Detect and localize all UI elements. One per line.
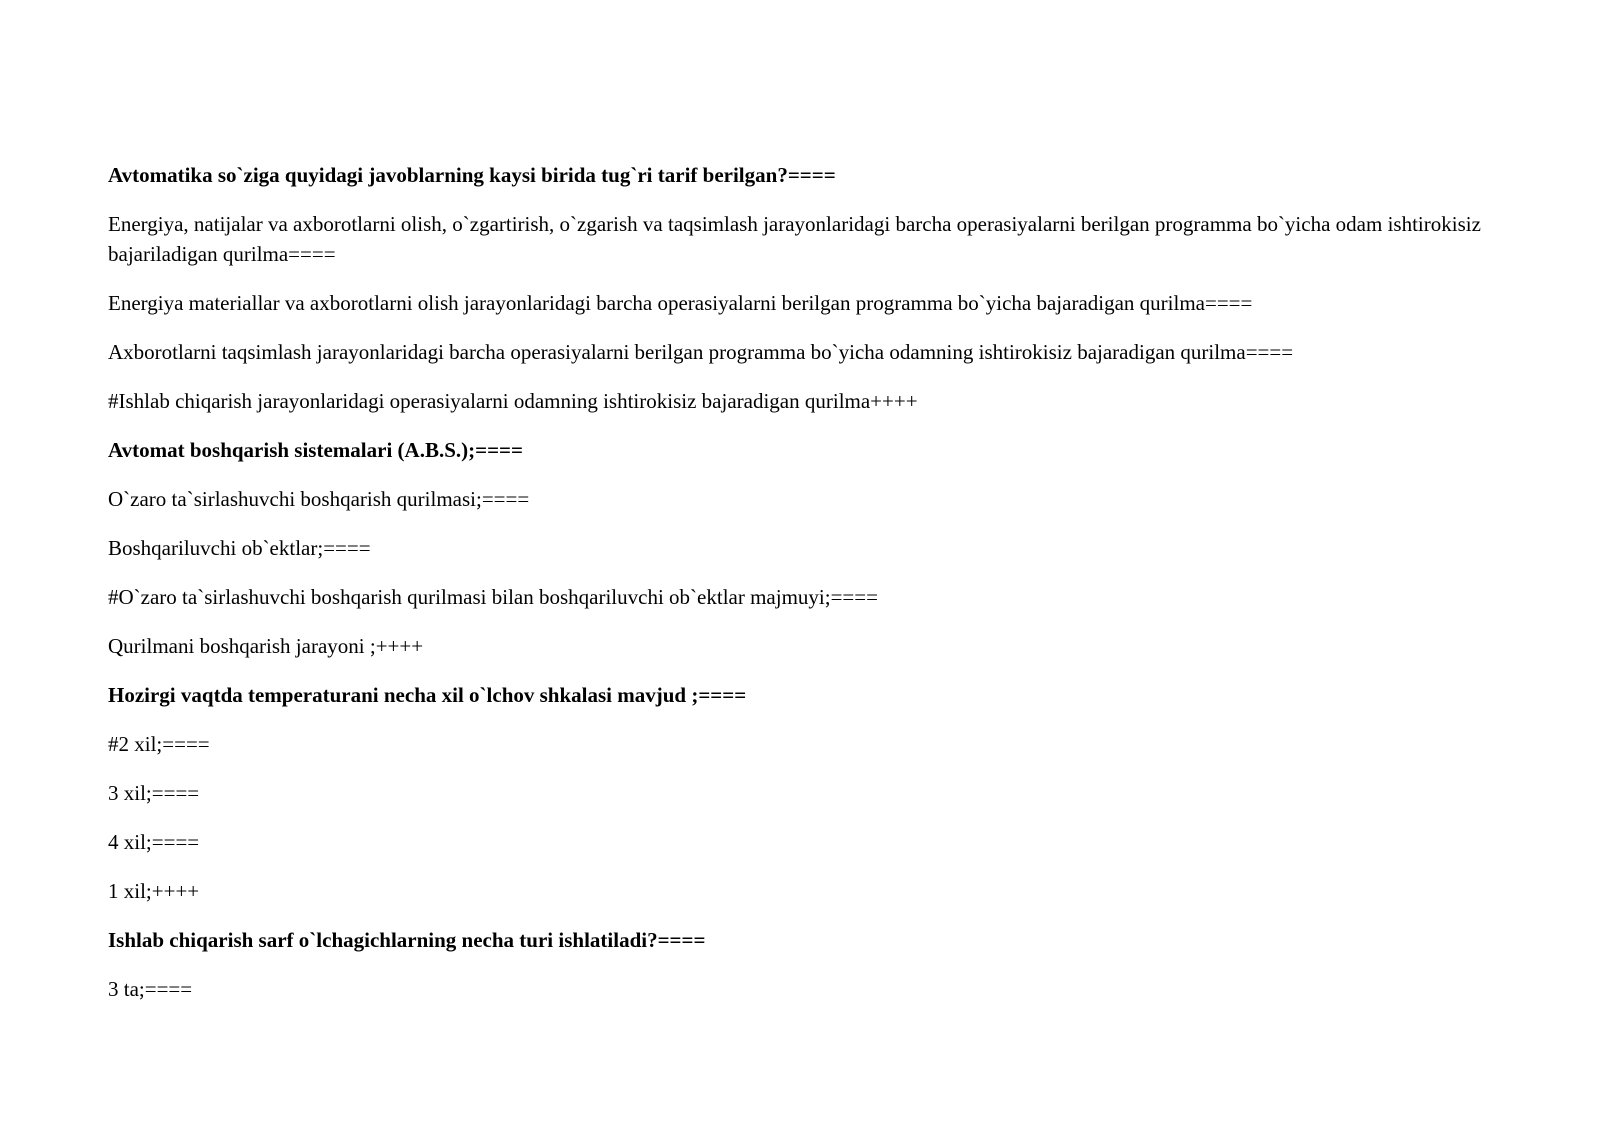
answer-3-2: 3 xil;==== [108, 781, 200, 805]
question-1: Avtomatika so`ziga quyidagi javoblarning kaysi birida tug`ri tarif berilgan?==== [108, 163, 836, 187]
answer-4-1: 3 ta;==== [108, 977, 193, 1001]
answer-1-2: Energiya materiallar va axborotlarni olish jarayonlaridagi barcha operasiyalarni berilgan programma bo`yicha bajaradigan qurilma==== [108, 291, 1253, 315]
document-body [108, 160, 1508, 1023]
answer-2-4: Qurilmani boshqarish jarayoni ;++++ [108, 634, 424, 658]
answer-3-3: 4 xil;==== [108, 830, 200, 854]
question-2: Avtomat boshqarish sistemalari (A.B.S.);==== [108, 438, 523, 462]
answer-3-1: #2 xil;==== [108, 732, 210, 756]
answer-1-3: Axborotlarni taqsimlash jarayonlaridagi barcha operasiyalarni berilgan programma bo`yicha odamning ishtirokisiz bajaradigan qurilma==== [108, 340, 1294, 364]
answer-3-4: 1 xil;++++ [108, 879, 200, 903]
question-3: Hozirgi vaqtda temperaturani necha xil o`lchov shkalasi mavjud ;==== [108, 683, 747, 707]
answer-1-4: #Ishlab chiqarish jarayonlaridagi operasiyalarni odamning ishtirokisiz bajaradigan qurilma++++ [108, 389, 918, 413]
question-4: Ishlab chiqarish sarf o`lchagichlarning necha turi ishlatiladi?==== [108, 928, 706, 952]
answer-2-3: #O`zaro ta`sirlashuvchi boshqarish qurilmasi bilan boshqariluvchi ob`ektlar majmuyi;==== [108, 585, 878, 609]
answer-2-2: Boshqariluvchi ob`ektlar;==== [108, 536, 371, 560]
answer-1-1: Energiya, natijalar va axborotlarni olish, o`zgartirish, o`zgarish va taqsimlash jarayonlaridagi barcha operasiyalarni berilgan programma bo`yicha odam ishtirokisiz bajariladigan qurilma==== [108, 212, 1481, 266]
answer-2-1: O`zaro ta`sirlashuvchi boshqarish qurilmasi;==== [108, 487, 530, 511]
